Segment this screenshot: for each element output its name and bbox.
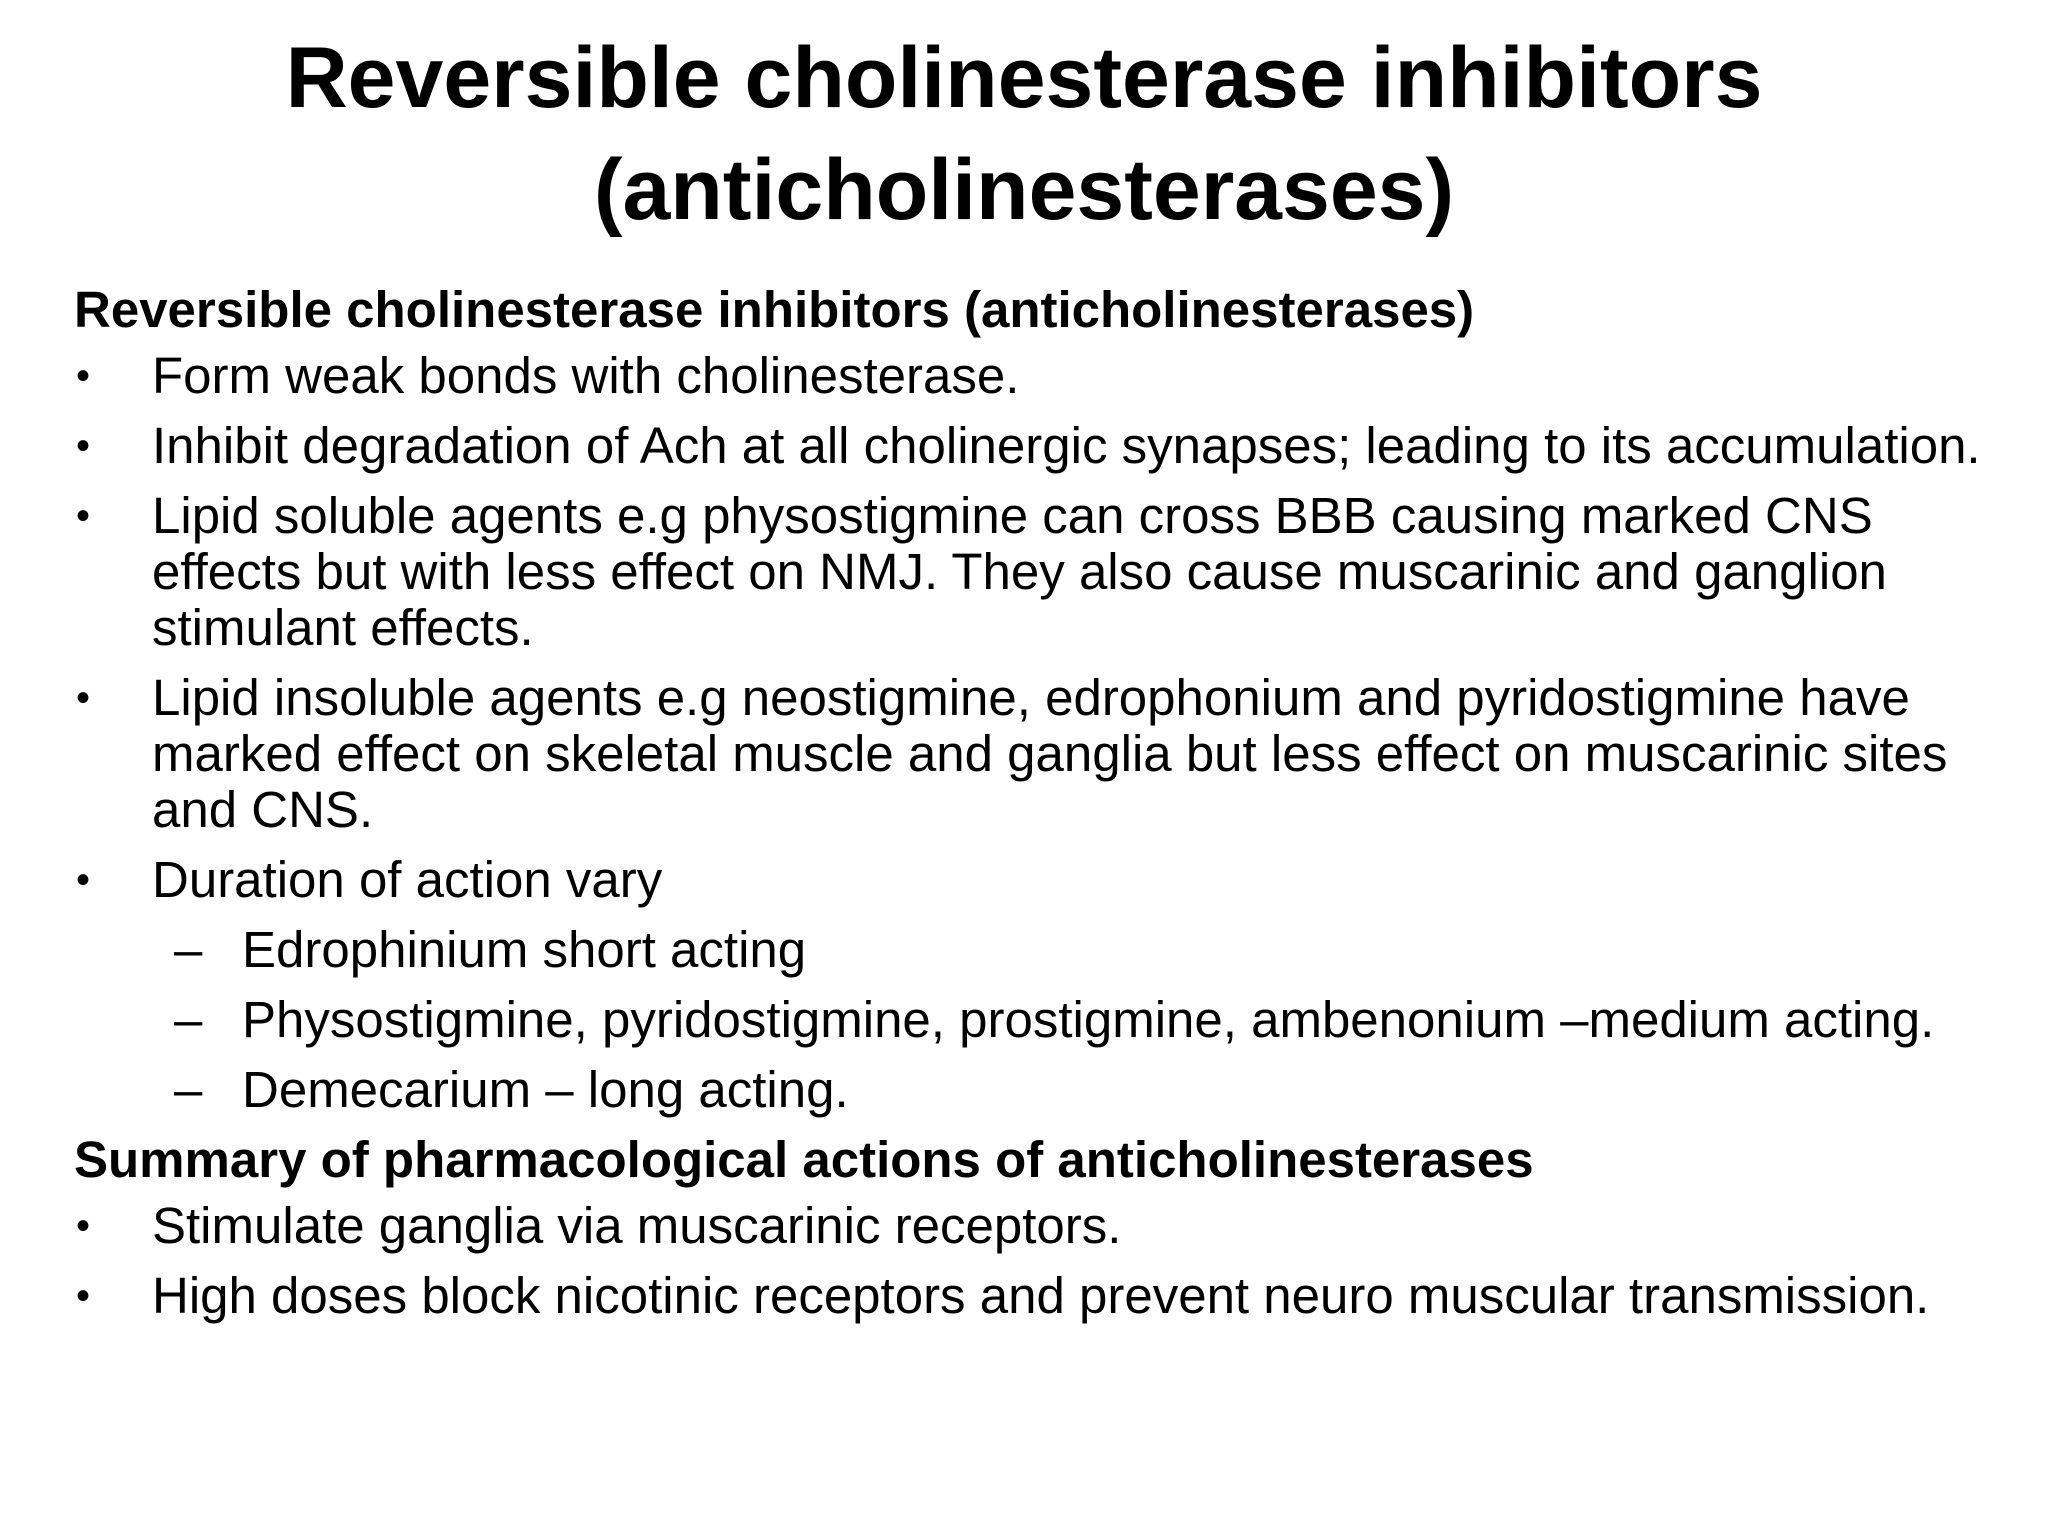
dash-icon: – — [174, 991, 203, 1048]
bullet-item — [74, 670, 2014, 838]
bullet-icon: • — [76, 676, 91, 720]
slide-title-line-1: Reversible cholinesterase inhibitors — [285, 30, 1763, 126]
bullet-icon: • — [76, 424, 91, 468]
slide-body — [74, 282, 2014, 1338]
bullet-text: Lipid insoluble agents e.g neostigmine, edrophonium and pyridostigmine have marked effect on skeletal muscle and ganglia but less effect on muscarinic sites and CNS. — [152, 669, 1948, 838]
bullet-item — [74, 852, 2014, 908]
sub-bullet-item — [74, 1062, 2014, 1118]
section-heading-reversible-inhibitors: Reversible cholinesterase inhibitors (anticholinesterases) — [74, 281, 1475, 338]
dash-icon: – — [174, 921, 203, 978]
sub-bullet-text: Physostigmine, pyridostigmine, prostigmine, ambenonium –medium acting. — [242, 991, 1935, 1048]
bullet-text: Duration of action vary — [152, 851, 663, 908]
bullet-icon: • — [76, 354, 91, 398]
dash-icon: – — [174, 1061, 203, 1118]
bullet-item — [74, 1198, 2014, 1254]
bullet-item — [74, 418, 2014, 474]
sub-bullet-item — [74, 992, 2014, 1048]
slide-title-line-2: (anticholinesterases) — [593, 142, 1455, 238]
bullet-icon: • — [76, 494, 91, 538]
bullet-text: Inhibit degradation of Ach at all cholinergic synapses; leading to its accumulation. — [152, 417, 1981, 474]
bullet-text: Stimulate ganglia via muscarinic receptors. — [152, 1197, 1122, 1254]
bullet-item — [74, 348, 2014, 404]
sub-bullet-item — [74, 922, 2014, 978]
bullet-icon: • — [76, 1204, 91, 1248]
section-heading-summary: Summary of pharmacological actions of anticholinesterases — [74, 1131, 1534, 1188]
bullet-text: Lipid soluble agents e.g physostigmine can cross BBB causing marked CNS effects but with less effect on NMJ. They also cause muscarinic and ganglion stimulant effects. — [152, 487, 1887, 656]
bullet-item — [74, 1268, 2014, 1324]
bullet-icon: • — [76, 1274, 91, 1318]
bullet-text: Form weak bonds with cholinesterase. — [152, 347, 1020, 404]
bullet-icon: • — [76, 858, 91, 902]
sub-bullet-text: Demecarium – long acting. — [242, 1061, 849, 1118]
sub-bullet-text: Edrophinium short acting — [242, 921, 807, 978]
slide-title — [0, 22, 2048, 246]
bullet-item — [74, 488, 2014, 656]
bullet-text: High doses block nicotinic receptors and prevent neuro muscular transmission. — [152, 1267, 1930, 1324]
